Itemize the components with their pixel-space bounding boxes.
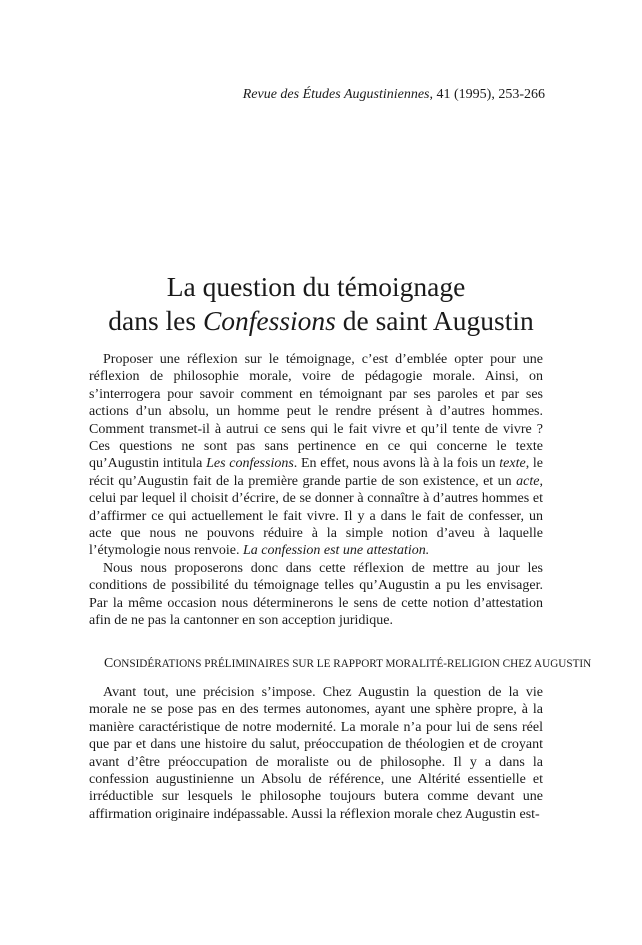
section-text (89, 684, 543, 823)
paragraph-3: Avant tout, une précision s’impose. Chez Augustin la question de la vie morale ne se pose pas en des termes autonomes, ayant une sphère propre, à la manière caractéristique de notre modernité. La morale n’a pour lui de sens réel que par et dans une histoire du salut, préoccupation de théologien et de croyant avant d’être préoccupation de moraliste ou de philosophe. Il y a dans la confession augustinienne un Absolu de référence, une Altérité essentielle et irréductible sur lesquels le philosophe toujours butera comme devant une affirmation originaire indépassable. Aussi la réflexion morale chez Augustin est- (89, 685, 543, 822)
italic-texte: texte (499, 456, 526, 472)
title-line-2 (0, 304, 642, 338)
title-line-1: La question du témoignage (166, 271, 466, 302)
title-line-2-post: de saint Augustin (335, 305, 534, 336)
italic-acte: acte (516, 473, 540, 489)
italic-les-confessions: Les confessions (206, 456, 294, 472)
journal-citation (0, 86, 545, 104)
section-heading-text: ONSIDÉRATIONS PRÉLIMINAIRES SUR LE RAPPORT MORALITÉ-RELIGION CHEZ AUGUSTIN (113, 658, 592, 670)
volume-info: , 41 (1995), 253-266 (429, 87, 545, 102)
paragraph-1-part-c: , le récit qu’Augustin fait de la première grande partie de son existence, et un (89, 456, 543, 489)
section-heading (104, 655, 592, 671)
paragraph-1-part-d: , celui par lequel il choisit d’écrire, de se donner à connaître à d’autres hommes et d’affirmer ce qui actuellement le fait vivre. Il y a dans le fait de confesser, un acte que nous ne pouvons réduire à la simple notion d’aveu à laquelle l’étymologie nous renvoie. (89, 473, 543, 559)
paragraph-2: Nous nous proposerons donc dans cette réflexion de mettre au jour les conditions de possibilité du témoignage telles qu’Augustin a pu les envisager. Par la même occasion nous déterminerons le sens de cette notion d’attestation afin de ne pas la cantonner en son acception juridique. (89, 560, 543, 629)
paragraph-1 (89, 351, 543, 560)
journal-name: Revue des Études Augustiniennes (242, 87, 430, 102)
italic-attestation: La confession est une attestation. (242, 543, 430, 559)
paragraph-1-part-a: Proposer une réflexion sur le témoignage, c’est d’emblée opter pour une réflexion de philosophie morale, voire de pédagogie morale. Ainsi, on s’interrogera pour savoir comment en témoignant par ses paroles et par ses actions d’un absolu, un homme peut le rendre présent à d’autres hommes. Comment transmet-il à autrui ce sens qui le fait vivre et qu’il tente de vivre ? Ces questions ne sont pas sans pertinence en ce qui concerne le texte qu’Augustin intitula (89, 352, 543, 472)
article-title (0, 270, 642, 338)
title-confessions: Confessions (202, 305, 336, 336)
intro-text (89, 351, 543, 630)
title-line-2-pre: dans les (108, 305, 203, 336)
paragraph-1-part-b: . En effet, nous avons là à la fois un (293, 456, 500, 472)
section-heading-initial: C (104, 655, 114, 670)
